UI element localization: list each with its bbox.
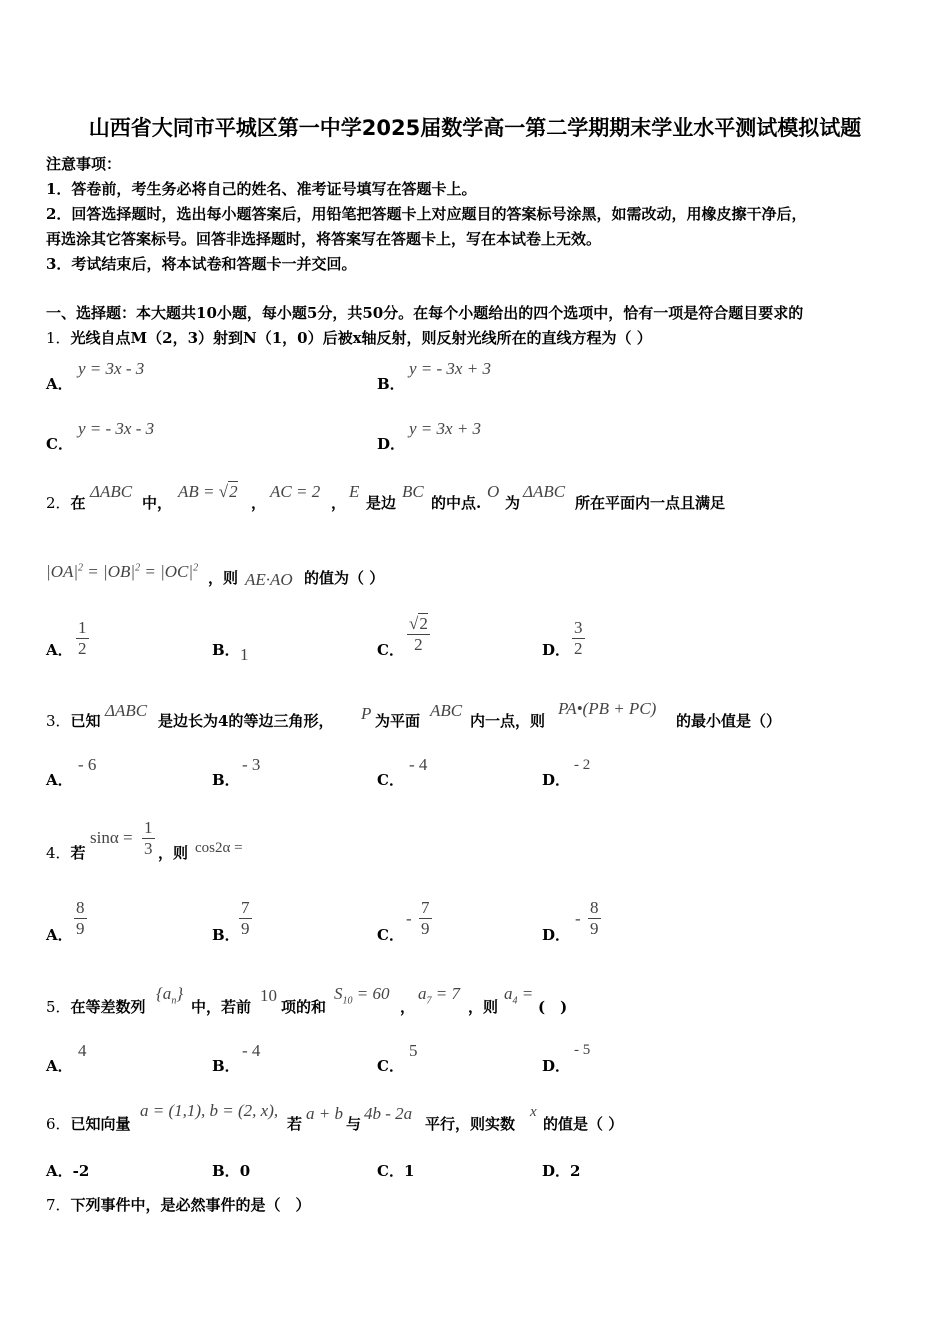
option-a: A．: [46, 926, 73, 944]
math-part: =: [517, 984, 534, 1003]
option-d-sign: -: [575, 909, 581, 928]
math-sub: 7: [426, 995, 432, 1007]
math-a4: [504, 984, 533, 1006]
math-part: = 7: [431, 984, 460, 1003]
option-d-fraction: [572, 618, 585, 659]
notice-heading: 注意事项：: [46, 155, 122, 173]
option-c: [377, 1160, 414, 1181]
question-text: 平行，则实数: [425, 1115, 516, 1133]
option-b: [377, 373, 405, 394]
option-label: C．: [377, 1162, 404, 1180]
math-triangle: ΔABC: [90, 482, 133, 501]
question-text: ( ): [538, 998, 568, 1016]
question-text: ，: [400, 998, 416, 1016]
question-text: 为平面: [375, 712, 421, 730]
fraction-num: 3: [574, 618, 583, 637]
question-5: [46, 996, 146, 1017]
question-text: 的值是（ ）: [543, 1115, 624, 1133]
question-1: [46, 327, 652, 348]
math-ten: 10: [260, 986, 277, 1005]
question-text: 内一点，则: [470, 712, 546, 730]
question-text: 在: [70, 494, 86, 512]
math-sub: 10: [342, 995, 353, 1007]
question-text: 的中点.: [431, 494, 482, 512]
math-part: OC: [164, 562, 189, 581]
option-label: D．: [377, 435, 406, 453]
notice-item: 1．答卷前，考生务必将自己的姓名、准考证号填写在答题卡上。: [46, 180, 477, 198]
option-c: C．: [377, 1057, 404, 1075]
math-sequence: [156, 984, 183, 1006]
option-text: 0: [239, 1162, 251, 1180]
option-c: C．: [377, 926, 404, 944]
fraction-num: 8: [590, 898, 599, 917]
option-text: -2: [72, 1162, 90, 1180]
option-c-fraction: [419, 898, 432, 939]
option-text: 1: [403, 1162, 415, 1180]
option-d-expr: y = 3x + 3: [409, 419, 482, 438]
option-text: 2: [570, 1162, 581, 1180]
option-b-expr: 1: [240, 645, 249, 664]
option-b: B．: [212, 641, 240, 659]
option-c: [46, 433, 73, 454]
option-d-fraction: [588, 898, 601, 939]
sqrt-value: 2: [419, 614, 428, 633]
option-label: A．: [46, 1162, 73, 1180]
math-vector-expr: PA•(PB + PC): [558, 699, 657, 718]
fraction-num: 8: [76, 898, 85, 917]
question-text: 在等差数列: [70, 998, 146, 1016]
math-part: 2: [229, 482, 238, 501]
question-6: [46, 1113, 131, 1134]
fraction-den: 9: [421, 919, 430, 938]
question-text: 若: [287, 1115, 303, 1133]
question-number: 4．: [46, 844, 71, 862]
question-number: 6．: [46, 1115, 71, 1133]
option-b-fraction: [239, 898, 252, 939]
math-bc: BC: [402, 482, 424, 501]
question-text: 所在平面内一点且满足: [575, 494, 726, 512]
question-text: ，则: [208, 569, 239, 587]
option-a: [46, 1160, 89, 1181]
question-text: 已知: [70, 712, 101, 730]
option-c: C．: [377, 771, 404, 789]
math-triangle: ΔABC: [105, 701, 148, 720]
math-part: AB =: [178, 482, 215, 501]
question-number: 2．: [46, 494, 71, 512]
question-text: 已知向量: [70, 1115, 131, 1133]
fraction-den: 9: [590, 919, 599, 938]
question-text: 光线自点M（2，3）射到N（1，0）后被x轴反射，则反射光线所在的直线方程为（ ）: [70, 329, 652, 347]
math-a-plus-b: a + b: [306, 1104, 343, 1123]
option-c: C．: [377, 641, 404, 659]
option-c-fraction: [407, 614, 430, 655]
option-a-expr: y = 3x - 3: [78, 359, 145, 378]
fraction-num: 7: [421, 898, 430, 917]
question-number: 1．: [46, 329, 71, 347]
option-a-fraction: [74, 898, 87, 939]
question-text: 的最小值是（）: [676, 712, 782, 730]
fraction-num: 1: [78, 618, 87, 637]
option-d: D．: [542, 1057, 571, 1075]
fraction-den: 2: [78, 639, 87, 658]
option-label: C．: [46, 435, 73, 453]
option-label: B．: [212, 1162, 240, 1180]
option-a-expr: - 6: [78, 755, 97, 774]
math-abc: ABC: [430, 701, 463, 720]
question-text: 若: [70, 844, 86, 862]
math-o: O: [487, 482, 500, 501]
math-part: {a: [156, 984, 172, 1003]
math-sin: sinα =: [90, 828, 133, 847]
option-d-expr: - 5: [574, 1042, 591, 1058]
math-magnitudes: $|OA|^2 = |OB|^2 = |OC|^2$: [46, 562, 199, 581]
question-text: 是边: [366, 494, 397, 512]
math-triangle: ΔABC: [523, 482, 566, 501]
question-text: 中，: [142, 494, 173, 512]
math-part: OA: [50, 562, 74, 581]
fraction-den: 2: [407, 634, 430, 655]
math-cos: cos2α =: [195, 840, 243, 856]
question-3: [46, 710, 101, 731]
fraction-den: 2: [574, 639, 583, 658]
question-text: ，: [331, 494, 347, 512]
question-4: [46, 842, 86, 863]
math-4b-2a: 4b - 2a: [364, 1104, 413, 1123]
notice-item: 3．考试结束后，将本试卷和答题卡一并交回。: [46, 255, 357, 273]
question-text: ，则: [468, 998, 499, 1016]
fraction-den: 3: [144, 839, 153, 858]
math-sub: 4: [512, 995, 518, 1007]
option-c-sign: -: [406, 909, 412, 928]
option-b-expr: y = - 3x + 3: [409, 359, 491, 378]
page-title: 山西省大同市平城区第一中学2025届数学高一第二学期期末学业水平测试模拟试题: [88, 116, 862, 140]
option-a-expr: 4: [78, 1041, 87, 1060]
math-part: 2: [78, 562, 84, 574]
option-d: [377, 433, 405, 454]
option-c-expr: y = - 3x - 3: [78, 419, 155, 438]
option-a: A．: [46, 641, 73, 659]
notice-item: 2．回答选择题时，选出每小题答案后，用铅笔把答题卡上对应题目的答案标号涂黑，如需改动，用橡皮擦干净后，: [46, 205, 807, 223]
question-text: 下列事件中，是必然事件的是（ ）: [70, 1196, 311, 1214]
question-7: [46, 1194, 311, 1215]
math-part: a: [418, 984, 427, 1003]
math-part: a: [504, 984, 513, 1003]
option-b: B．: [212, 1057, 240, 1075]
question-text: 与: [346, 1115, 362, 1133]
option-label: A．: [46, 375, 73, 393]
math-x: x: [530, 1104, 537, 1120]
question-number: 3．: [46, 712, 71, 730]
question-text: 项的和: [281, 998, 327, 1016]
question-text: ，则: [158, 844, 189, 862]
question-text: 为: [505, 494, 521, 512]
math-ab: AB = √2: [178, 482, 238, 501]
question-number: 7．: [46, 1196, 71, 1214]
math-part: OB: [107, 562, 131, 581]
option-d-expr: - 2: [574, 757, 591, 773]
option-c-expr: - 4: [409, 755, 428, 774]
question-text: ，: [251, 494, 267, 512]
option-d: D．: [542, 771, 571, 789]
math-part: S: [334, 984, 343, 1003]
math-sum: [334, 984, 389, 1006]
math-fraction: [142, 818, 155, 859]
option-c-expr: 5: [409, 1041, 418, 1060]
option-d: [542, 1160, 580, 1181]
option-a-fraction: [76, 618, 89, 659]
section-heading: 一、选择题：本大题共10小题，每小题5分，共50分。在每个小题给出的四个选项中，恰有一项是符合题目要求的: [46, 304, 804, 322]
math-part: }: [176, 984, 184, 1003]
math-part: 2: [135, 562, 141, 574]
option-d: D．: [542, 926, 571, 944]
option-b: B．: [212, 771, 240, 789]
question-text: 是边长为4的等边三角形，: [158, 712, 334, 730]
fraction-num: √2: [409, 614, 428, 633]
math-a7: [418, 984, 460, 1006]
fraction-num: 7: [241, 898, 250, 917]
question-text: 的值为（ ）: [304, 569, 385, 587]
notice-item: 再选涂其它答案标号。回答非选择题时，将答案写在答题卡上，写在本试卷上无效。: [46, 230, 602, 248]
option-b-expr: - 3: [242, 755, 261, 774]
math-vectors: a = (1,1), b = (2, x),: [140, 1101, 279, 1120]
math-e: E: [349, 482, 360, 501]
option-label: B．: [377, 375, 405, 393]
math-dot: AE·AO: [245, 570, 293, 589]
option-b: B．: [212, 926, 240, 944]
option-d: D．: [542, 641, 571, 659]
math-sub: n: [171, 995, 177, 1007]
option-b-expr: - 4: [242, 1041, 261, 1060]
math-ac: AC = 2: [270, 482, 321, 501]
option-b: [212, 1160, 250, 1181]
fraction-num: 1: [144, 818, 153, 837]
option-label: D．: [542, 1162, 571, 1180]
question-number: 5．: [46, 998, 71, 1016]
fraction-den: 9: [76, 919, 85, 938]
option-a: A．: [46, 771, 73, 789]
math-part: = 60: [352, 984, 390, 1003]
fraction-den: 9: [241, 919, 250, 938]
question-text: 中，若前: [191, 998, 252, 1016]
option-a: [46, 373, 73, 394]
option-a: A．: [46, 1057, 73, 1075]
math-part: 2: [193, 562, 199, 574]
math-p: P: [361, 704, 372, 723]
question-2: [46, 492, 86, 513]
